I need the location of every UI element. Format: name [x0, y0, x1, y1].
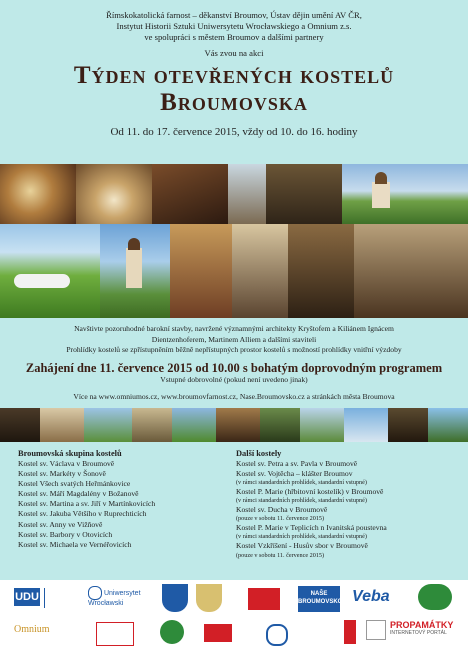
nave-photo: [170, 224, 232, 318]
church-interior-photo: [152, 164, 228, 224]
church-list-item: Kostel sv. Vojtěcha – klášter Broumov: [236, 469, 353, 479]
description-line: Navštivte pozoruhodné barokní stavby, navržené významnými architekty Kryštofem a Kiliánem Ignácem: [74, 324, 394, 333]
admission-note: Vstupné dobrovolné (pokud není uvedeno jinak): [160, 374, 308, 384]
church-list-item: Kostel sv. Anny ve Vižňově: [18, 519, 103, 529]
church-list-item: Kostel sv. Václava v Broumově: [18, 459, 115, 468]
broumov-church-group: [18, 448, 228, 550]
church-note: (v rámci standardních prohlídek, standardní vstupné): [236, 479, 367, 487]
organizer-line: Instytut Historii Sztuki Uniwersytetu Wrocławskiego a Omnium z.s.: [116, 21, 352, 32]
foundation-logo: [366, 620, 386, 640]
pews-photo: [232, 224, 288, 318]
church-list-item: Kostel sv. Jakuba Většího v Ruprechticích: [18, 509, 147, 519]
propamatky-logo: PROPAMÁTKY INTERNETOVÝ PORTÁL: [390, 620, 454, 636]
organizer-line: Římskokatolická farnost – děkanství Broumov, Ústav dějin umění AV ČR,: [106, 10, 362, 20]
village-church-photo: [100, 224, 170, 318]
description-line: Dientzenhoferem, Martinem Alliem a dalšími staviteli: [151, 334, 317, 344]
globe-logo: [418, 584, 452, 610]
ring-logo: [266, 624, 288, 646]
visitors-interior-photo: [288, 224, 354, 318]
church-note: (v rámci standardních prohlídek, standardní vstupné): [236, 497, 367, 505]
university-wroclaw-logo: Uniwersytet Wrocławski: [88, 586, 148, 610]
kralovehradecky-logo: [204, 624, 232, 642]
church-list-item: Kostel sv. Ducha v Broumově: [236, 505, 328, 515]
parish-coat-of-arms: [196, 584, 222, 612]
organizer-line: ve spolupráci s městem Broumov a dalšími partnery: [144, 32, 324, 43]
church-list-item: Kostel sv. Markéty v Šonově: [18, 469, 106, 479]
church-visitors-photo: [354, 224, 468, 318]
church-list-item: Kostel sv. Barbory v Otovicích: [18, 529, 113, 539]
more-info-links: Více na www.omniumos.cz, www.broumovfarnost.cz, Nase.Broumovsko.cz a stránkách města Broumova: [73, 391, 395, 401]
opening-announcement: Zahájení dne 11. července 2015 od 10.00 s bohatým doprovodným programem: [25, 360, 443, 375]
omnium-logo: Omnium: [14, 624, 50, 635]
church-list-item: Kostel sv. Martina a sv. Jiří v Martínkovicích: [18, 499, 156, 509]
photo-strip: [0, 408, 468, 442]
event-title-line1: Týden otevřených kostelů: [73, 61, 395, 89]
description-line: Prohlídky kostelů se zpřístupněním běžně nepřístupných prostor kostelů s možností prohlídky vnitřní výzdoby: [66, 345, 402, 354]
heritage-institute-logo: [96, 622, 134, 646]
academy-logo: [44, 588, 79, 608]
institute-logo: UDU: [14, 588, 40, 606]
red-partner-logo: [248, 588, 280, 610]
event-dates: Od 11. do 17. července 2015, vždy od 10. do 16. hodiny: [110, 125, 358, 138]
other-churches: [236, 448, 460, 560]
people-in-grass-photo: [0, 224, 100, 318]
church-dome-photo: [76, 164, 152, 224]
red-stripe-logo: [344, 620, 356, 644]
church-list-item: Kostel sv. Máří Magdalény v Božanově: [18, 489, 139, 499]
event-info: [0, 324, 468, 402]
church-list-item: Kostel P. Marie v Teplicích n Ivanitská poustevna: [236, 523, 387, 533]
region-logo: [160, 620, 184, 644]
photo-collage: [0, 164, 468, 318]
church-note: (v rámci standardních prohlídek, standardní vstupné): [236, 533, 367, 541]
header: [0, 10, 468, 139]
list-heading: Další kostely: [236, 449, 282, 458]
church-list-item: Kostel Všech svatých Heřmánkovice: [18, 479, 131, 489]
ceiling-fresco-photo: [0, 164, 76, 224]
church-list-item: Kostel sv. Petra a sv. Pavla v Broumově: [236, 459, 358, 468]
invite-text: Vás zvou na akci: [204, 47, 264, 58]
partner-logos: [0, 580, 468, 658]
church-list-item: Kostel sv. Michaela ve Vernéřovicích: [18, 539, 132, 549]
nase-broumovsko-logo: NAŠE BROUMOVSKO: [298, 586, 340, 612]
town-coat-of-arms: [162, 584, 188, 612]
landscape-church-photo: [342, 164, 468, 224]
church-list-item: Kostel Vzkříšení - Husův sbor v Broumově: [236, 541, 368, 551]
church-note: (pouze v sobotu 11. července 2015): [236, 515, 325, 523]
veba-logo: Veba: [352, 588, 390, 605]
event-title-line2: Broumovska: [160, 88, 308, 116]
altar-photo: [266, 164, 342, 224]
church-note: (pouze v sobotu 11. července 2015): [236, 551, 325, 559]
list-heading: Broumovská skupina kostelů: [18, 449, 122, 458]
church-list-item: Kostel P. Marie (hřbitovní kostelík) v Broumově: [236, 487, 384, 497]
window-photo: [228, 164, 266, 224]
